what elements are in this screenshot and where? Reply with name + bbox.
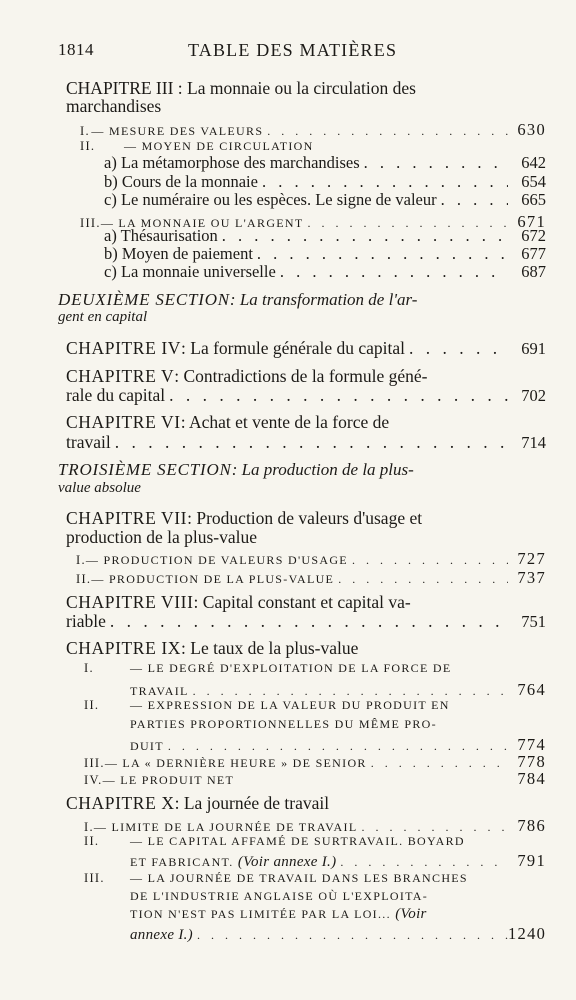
toc-entry-cont: TION N'EST PAS LIMITÉE PAR LA LOI... (Voir — [130, 906, 427, 922]
chapter-5: CHAPITRE V : Contradictions de la formule géné- — [66, 366, 428, 386]
toc-entry-cont: PARTIES PROPORTIONNELLES DU MÊME PRO- — [130, 717, 437, 731]
section-3-heading: TROISIÈME SECTION : La production de la plus- — [58, 460, 414, 479]
page-ref: 671 — [517, 212, 546, 231]
page-ref: 672 — [521, 226, 546, 245]
chapter-8: CHAPITRE VIII : Capital constant et capital va- — [66, 592, 411, 612]
chapter-7: CHAPITRE VII : Production de valeurs d'usage et — [66, 508, 423, 528]
toc-entry: II. — LE CAPITAL AFFAMÉ DE SURTRAVAIL. BOYARD — [84, 834, 465, 848]
page-ref: 677 — [521, 244, 546, 263]
toc-entry: a) Thésaurisation . . . 672 — [104, 226, 546, 246]
toc-entry-cont: annexe I.) . . . 1240 — [130, 924, 546, 944]
toc-entry: II. — MOYEN DE CIRCULATION — [80, 139, 314, 153]
page-ref: 691 — [521, 339, 546, 358]
page-ref: 665 — [521, 190, 546, 209]
chapter-8-cont: riable . . . 751 — [66, 611, 546, 632]
chapter-10: CHAPITRE X : La journée de travail — [66, 793, 330, 813]
toc-entry: II. — EXPRESSION DE LA VALEUR DU PRODUIT EN — [84, 698, 450, 712]
page-ref: 654 — [521, 172, 546, 191]
section-3-heading-cont: value absolue — [58, 480, 141, 496]
toc-entry: I. — MESURE DES VALEURS . . . 630 — [80, 120, 546, 140]
chapter-9: CHAPITRE IX : Le taux de la plus-value — [66, 638, 359, 658]
page-ref: 751 — [521, 612, 546, 631]
page-ref: 687 — [521, 262, 546, 281]
toc-entry: IV. — LE PRODUIT NET 784 — [84, 769, 546, 788]
toc-entry: b) Moyen de paiement . . . 677 — [104, 244, 546, 264]
toc-entry: I. — LIMITE DE LA JOURNÉE DE TRAVAIL . . . 786 — [84, 816, 546, 836]
page-ref: 630 — [517, 120, 546, 139]
toc-entry-cont: DE L'INDUSTRIE ANGLAISE OÙ L'EXPLOITA- — [130, 889, 429, 903]
chapter-4: CHAPITRE IV : La formule générale du capital . . . 691 — [66, 338, 546, 359]
toc-entry-cont: DUIT . . . 774 — [130, 735, 546, 755]
page-ref: 702 — [521, 386, 546, 405]
page-ref: 778 — [517, 752, 546, 771]
chapter-7-cont: production de la plus-value — [66, 527, 257, 547]
toc-entry: I. — PRODUCTION DE VALEURS D'USAGE . . . 727 — [76, 549, 546, 569]
page-ref: 764 — [517, 680, 546, 699]
chapter-6-cont: travail . . . 714 — [66, 432, 546, 453]
toc-entry: c) La monnaie universelle . . . 687 — [104, 262, 546, 282]
toc-entry-cont: ET FABRICANT. (Voir annexe I.) . . . 791 — [130, 851, 546, 871]
running-title: TABLE DES MATIÈRES — [188, 40, 398, 60]
chapter-3-title-cont: marchandises — [66, 96, 162, 116]
toc-entry: III. — LA MONNAIE OU L'ARGENT . . . 671 — [80, 212, 546, 232]
section-2-heading: DEUXIÈME SECTION : La transformation de l'ar- — [58, 290, 418, 309]
toc-entry: c) Le numéraire ou les espèces. Le signe de valeur . . . 665 — [104, 190, 546, 210]
toc-entry: III. — LA « DERNIÈRE HEURE » DE SENIOR . . . 778 — [84, 752, 546, 772]
chapter-5-cont: rale du capital . . . 702 — [66, 385, 546, 406]
toc-entry: II. — PRODUCTION DE LA PLUS-VALUE . . . 737 — [76, 568, 546, 588]
toc-entry-cont: TRAVAIL . . . 764 — [130, 680, 546, 700]
page-ref: 642 — [521, 153, 546, 172]
toc-entry: I. — LE DEGRÉ D'EXPLOITATION DE LA FORCE DE — [84, 661, 452, 675]
toc-entry: a) La métamorphose des marchandises . . . 642 — [104, 153, 546, 173]
page-ref: 737 — [517, 568, 546, 587]
page-ref: 786 — [517, 816, 546, 835]
page-ref: 784 — [517, 769, 546, 788]
toc-entry: b) Cours de la monnaie . . . 654 — [104, 172, 546, 192]
page-ref: 1240 — [508, 924, 546, 943]
page-ref: 774 — [517, 735, 546, 754]
page-number: 1814 — [58, 40, 94, 59]
page-ref: 791 — [517, 851, 546, 870]
page-header — [58, 40, 546, 64]
chapter-6: CHAPITRE VI : Achat et vente de la force de — [66, 412, 390, 432]
toc-entry: III. — LA JOURNÉE DE TRAVAIL DANS LES BRANCHES — [84, 871, 468, 885]
page-ref: 714 — [521, 433, 546, 452]
chapter-3-title: CHAPITRE III : La monnaie ou la circulation des — [66, 78, 416, 98]
section-2-heading-cont: gent en capital — [58, 309, 148, 325]
page-ref: 727 — [517, 549, 546, 568]
